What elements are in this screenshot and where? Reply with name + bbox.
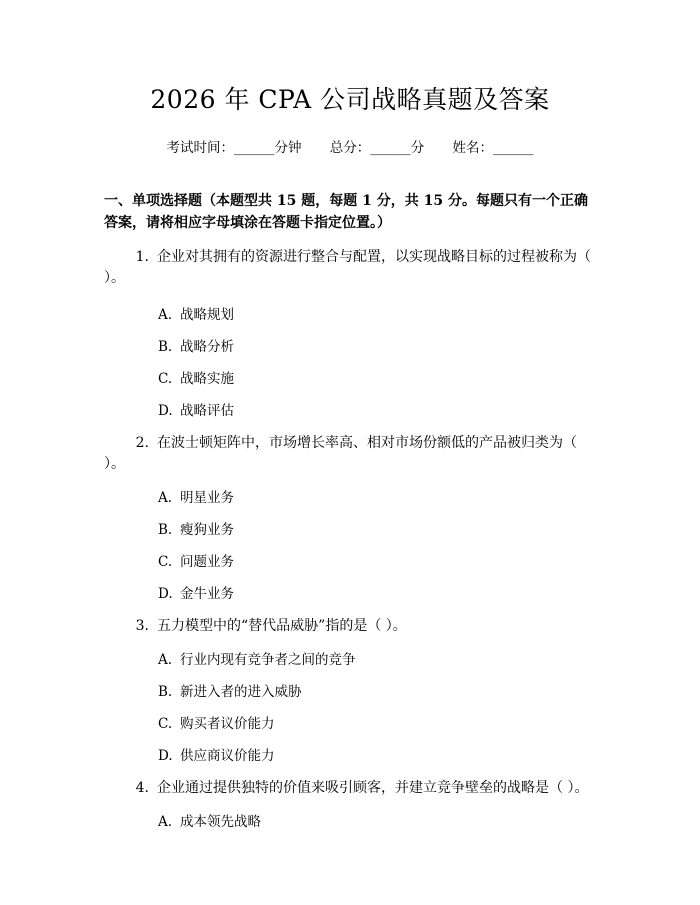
- total-score-field: 总分：______分: [329, 140, 425, 156]
- question-text: 企业对其拥有的资源进行整合与配置，以实现战略目标的过程被称为（ ）。: [104, 249, 591, 286]
- option-item: [158, 306, 596, 324]
- option-item: [158, 651, 596, 669]
- option-letter: A.: [158, 307, 173, 323]
- question-number: 4.: [135, 780, 149, 796]
- question-text: 企业通过提供独特的价值来吸引顾客，并建立竞争壁垒的战略是（ ）。: [157, 780, 589, 796]
- option-text: 战略规划: [180, 307, 234, 323]
- exam-info-line: [104, 139, 596, 157]
- option-list: [104, 813, 596, 831]
- option-letter: A.: [158, 814, 173, 830]
- exam-time-field: 考试时间：______分钟: [166, 140, 302, 156]
- student-name-field: 姓名：______: [452, 140, 534, 156]
- option-item: [158, 747, 596, 765]
- option-letter: D.: [158, 748, 173, 764]
- option-item: [158, 715, 596, 733]
- option-item: [158, 553, 596, 571]
- question-text-block: [104, 778, 596, 799]
- question-number: 2.: [135, 435, 149, 451]
- question-block: [104, 778, 596, 831]
- option-letter: A.: [158, 652, 173, 668]
- option-item: [158, 813, 596, 831]
- question-text-block: [104, 433, 596, 475]
- question-text: 在波士顿矩阵中，市场增长率高、相对市场份额低的产品被归类为（ ）。: [104, 435, 577, 472]
- option-item: [158, 338, 596, 356]
- option-text: 成本领先战略: [180, 814, 261, 830]
- option-text: 供应商议价能力: [180, 748, 275, 764]
- option-text: 明星业务: [180, 490, 234, 506]
- option-text: 战略实施: [180, 371, 234, 387]
- option-text: 战略分析: [180, 339, 234, 355]
- option-item: [158, 489, 596, 507]
- option-text: 金牛业务: [180, 586, 234, 602]
- option-text: 瘦狗业务: [180, 522, 234, 538]
- option-text: 战略评估: [180, 403, 234, 419]
- option-item: [158, 585, 596, 603]
- question-block: [104, 616, 596, 765]
- option-list: [104, 306, 596, 420]
- question-text: 五力模型中的“替代品威胁”指的是（ ）。: [157, 618, 407, 634]
- section-heading: 一、单项选择题（本题型共 15 题，每题 1 分，共 15 分。每题只有一个正确答案，请将相应字母填涂在答题卡指定位置。）: [104, 193, 588, 231]
- option-letter: D.: [158, 403, 173, 419]
- question-number: 3.: [135, 618, 149, 634]
- question-block: [104, 433, 596, 603]
- question-text-block: [104, 247, 596, 289]
- option-letter: C.: [158, 554, 173, 570]
- option-letter: B.: [158, 684, 173, 700]
- question-text-block: [104, 616, 596, 637]
- option-letter: C.: [158, 371, 173, 387]
- option-letter: D.: [158, 586, 173, 602]
- option-letter: C.: [158, 716, 173, 732]
- option-text: 购买者议价能力: [180, 716, 275, 732]
- document-title: 2026 年 CPA 公司战略真题及答案: [150, 85, 550, 114]
- option-list: [104, 489, 596, 603]
- option-text: 新进入者的进入威胁: [180, 684, 302, 700]
- option-letter: B.: [158, 522, 173, 538]
- option-item: [158, 683, 596, 701]
- option-letter: A.: [158, 490, 173, 506]
- option-text: 行业内现有竞争者之间的竞争: [180, 652, 356, 668]
- option-text: 问题业务: [180, 554, 234, 570]
- option-item: [158, 402, 596, 420]
- option-letter: B.: [158, 339, 173, 355]
- option-list: [104, 651, 596, 765]
- option-item: [158, 370, 596, 388]
- option-item: [158, 521, 596, 539]
- question-number: 1.: [135, 249, 149, 265]
- question-block: [104, 247, 596, 420]
